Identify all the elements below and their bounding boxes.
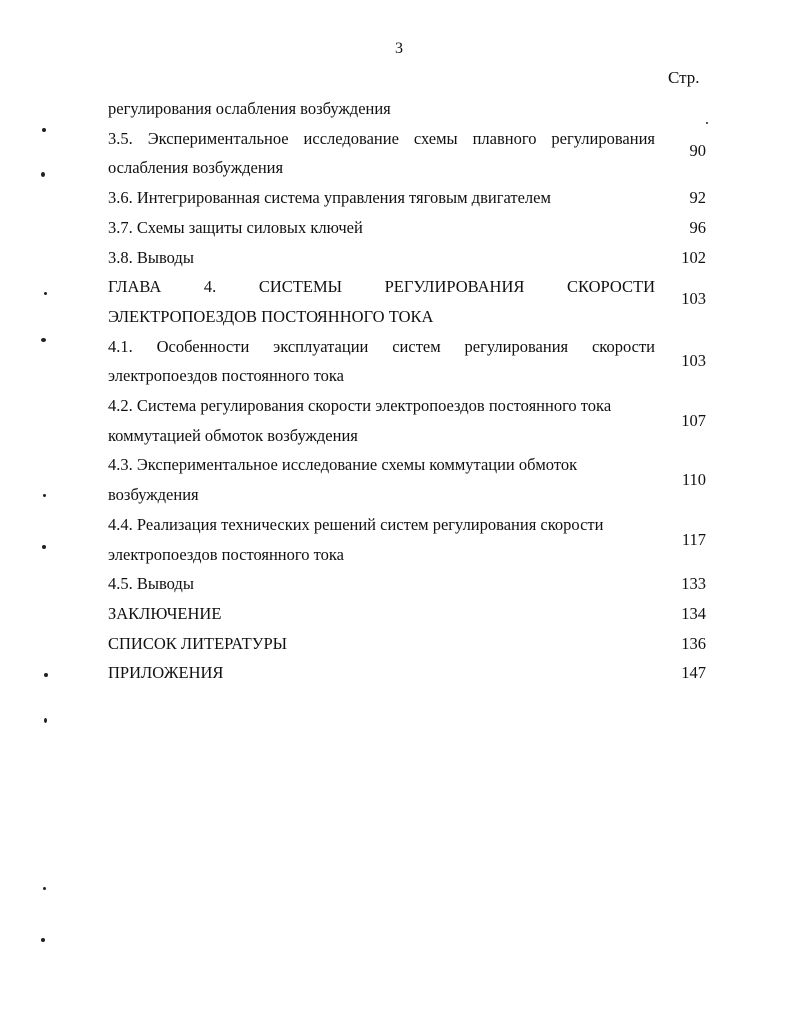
toc-entry-title: 3.7. Схемы защиты силовых ключей: [108, 217, 363, 237]
toc-entry-page: 103: [681, 289, 706, 309]
toc-entry-page: 110: [681, 470, 706, 490]
toc-entry-3-8[interactable]: [108, 243, 706, 273]
toc-title-line-2: ЭЛЕКТРОПОЕЗДОВ ПОСТОЯННОГО ТОКА: [108, 306, 434, 326]
toc-title-line-1: 4.4. Реализация технических решений систем регулирования скорости: [108, 514, 604, 534]
toc-entry-page: 117: [681, 529, 706, 549]
table-of-contents: [108, 94, 706, 688]
toc-entry-page: 136: [681, 633, 706, 653]
scan-speck: [42, 128, 46, 132]
toc-entry-4-4[interactable]: [108, 510, 706, 569]
scan-speck: [42, 545, 46, 549]
scan-speck: [41, 938, 45, 942]
toc-entry-page: 96: [689, 217, 706, 237]
toc-entry-references[interactable]: [108, 629, 706, 659]
toc-entry-page: 147: [681, 663, 706, 683]
toc-entry-title: 3.8. Выводы: [108, 247, 194, 267]
toc-title-line-2: возбуждения: [108, 485, 199, 505]
toc-entry-4-3[interactable]: [108, 450, 706, 509]
toc-entry-page: 133: [681, 574, 706, 594]
toc-title-line-2: коммутацией обмоток возбуждения: [108, 425, 358, 445]
toc-entry-title: СПИСОК ЛИТЕРАТУРЫ: [108, 633, 288, 653]
scan-speck: [44, 292, 47, 295]
toc-title-line-1: 4.1. Особенности эксплуатации систем регулирования скорости: [108, 336, 655, 356]
toc-entry-conclusion[interactable]: [108, 599, 706, 629]
toc-title-line-1: 3.5. Экспериментальное исследование схемы плавного регулирования: [108, 128, 655, 148]
scan-speck: [43, 494, 46, 497]
toc-entry-title: [108, 450, 655, 509]
toc-entry-title: [108, 272, 655, 331]
toc-entry-title: регулирования ослабления возбуждения: [108, 99, 391, 118]
toc-title-line-1: ГЛАВА 4. СИСТЕМЫ РЕГУЛИРОВАНИЯ СКОРОСТИ: [108, 277, 655, 297]
toc-title-line-2: электропоездов постоянного тока: [108, 544, 344, 564]
scan-speck: [706, 122, 708, 124]
toc-title-line-2: ослабления возбуждения: [108, 158, 284, 178]
scan-speck: [43, 887, 46, 890]
toc-entry-title: [108, 124, 655, 183]
toc-entry-chapter-4[interactable]: [108, 272, 706, 331]
toc-entry-page: 103: [681, 351, 706, 371]
toc-entry-3-6[interactable]: [108, 183, 706, 213]
toc-title-line-1: 4.3. Экспериментальное исследование схемы коммутации обмоток: [108, 455, 578, 475]
toc-entry-continued: [108, 94, 706, 124]
toc-entry-page: 134: [681, 603, 706, 623]
toc-entry-appendices[interactable]: [108, 658, 706, 688]
toc-entry-title: 4.5. Выводы: [108, 574, 194, 594]
toc-entry-title: 3.6. Интегрированная система управления тяговым двигателем: [108, 188, 551, 208]
page-column-header: Стр.: [668, 68, 700, 87]
page-number: 3: [395, 40, 403, 57]
toc-entry-title: ЗАКЛЮЧЕНИЕ: [108, 603, 222, 623]
toc-title-line-1: 4.2. Система регулирования скорости электропоездов постоянного тока: [108, 396, 612, 416]
scan-speck: [41, 338, 46, 342]
toc-entry-title: [108, 510, 655, 569]
toc-entry-page: 102: [681, 247, 706, 267]
toc-entry-3-7[interactable]: [108, 213, 706, 243]
toc-entry-page: 92: [689, 188, 706, 208]
toc-entry-page: 107: [681, 410, 706, 430]
toc-entry-title: [108, 391, 655, 450]
scan-speck: [44, 673, 48, 677]
toc-entry-4-2[interactable]: [108, 391, 706, 450]
toc-entry-3-5-cont: [108, 124, 706, 183]
toc-entry-4-5[interactable]: [108, 569, 706, 599]
toc-entry-page: 90: [689, 140, 706, 160]
toc-entry-4-1[interactable]: [108, 332, 706, 391]
scan-speck: [44, 718, 47, 723]
scan-speck: [41, 172, 45, 177]
toc-entry-title: [108, 332, 655, 391]
toc-entry-title: ПРИЛОЖЕНИЯ: [108, 663, 224, 683]
toc-title-line-2: электропоездов постоянного тока: [108, 366, 344, 386]
